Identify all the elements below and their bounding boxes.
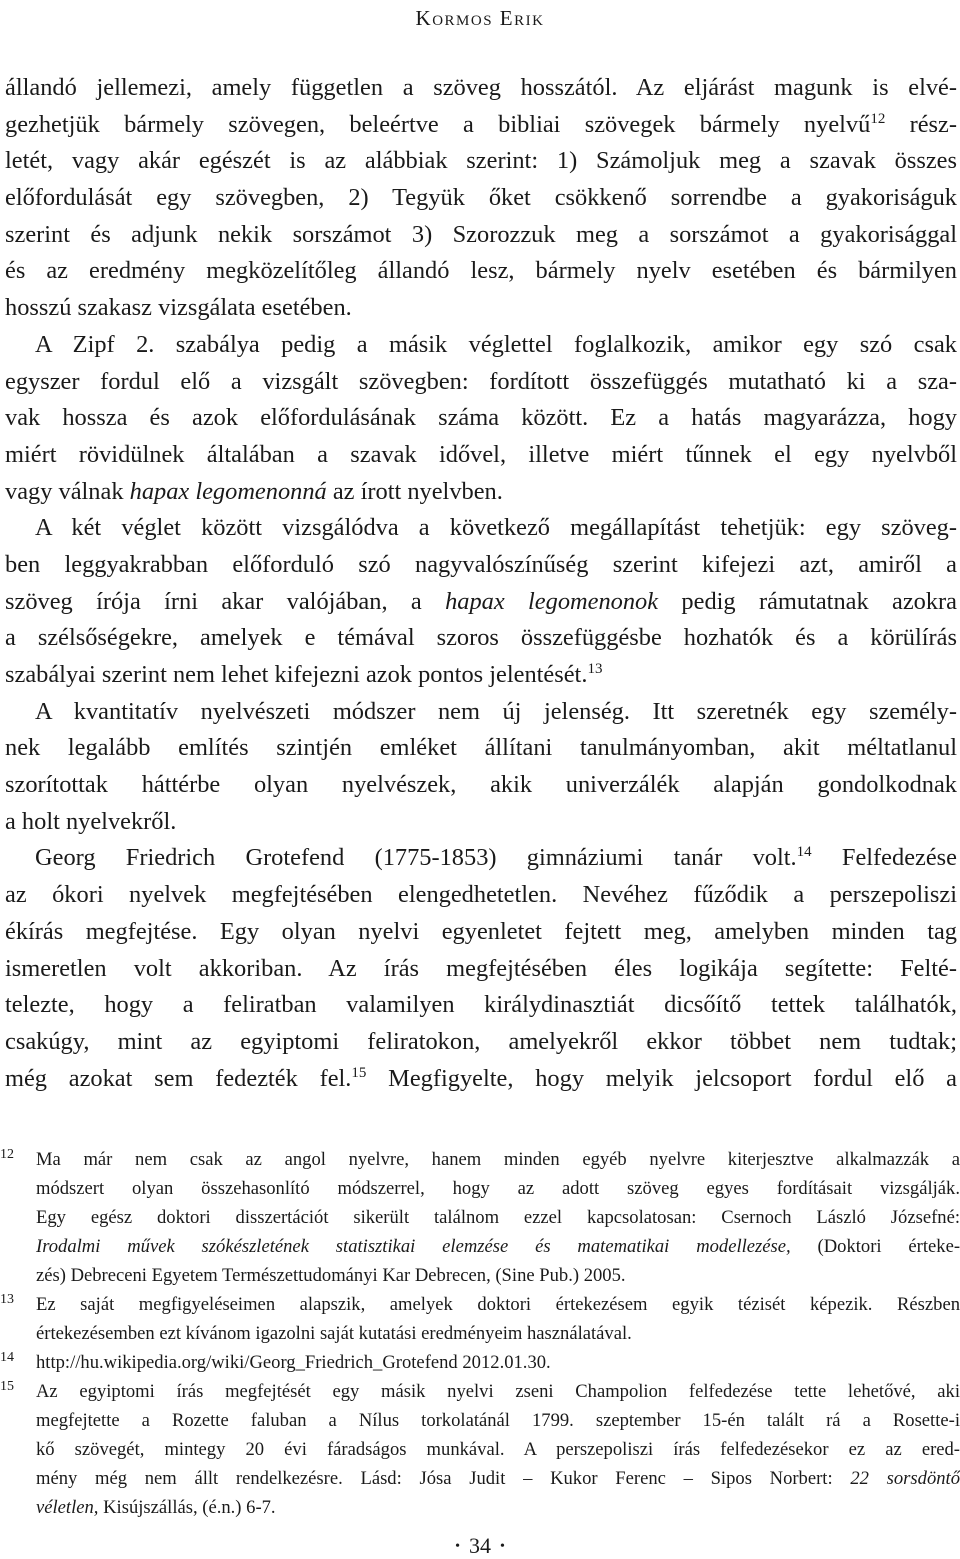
text-line: csakúgy, mint az egyiptomi feliratokon, amelyekről ekkor többet nem tudtak; [5, 1027, 957, 1055]
text-line: az ókori nyelvek megfejtésében elengedhetetlen. Nevéhez fűződik a perszepoliszi [5, 881, 957, 909]
page-number-value: 34 [469, 1533, 491, 1558]
footnote-12: 12 Ma már nem csak az angol nyelvre, hanem minden egyéb nyelvre kiterjesztve alkalmazzák a módszert olyan összehasonlító módszerrel, hogy az adott szöveg egyes fordításait vizsgálják. Egy egész doktori disszertációt sikerült találnom ezzel kapcsolatosan: Csernoch László Józsefné: Irodalmi művek szókészletének statisztikai elemzése és matematikai modellezése, (Doktori érteke- zés) Debreceni Egyetem Természettudományi Kar Debrecen, (Sine Pub.) 2005. [0, 1145, 960, 1290]
italic-term: hapax legomenonok [445, 587, 659, 615]
footnote-number: 14 [0, 1350, 14, 1365]
text-line: előfordulását egy szövegben, 2) Tegyük őket csökkenő sorrendbe a gyakoriságuk [5, 184, 957, 212]
text-line: A Zipf 2. szabálya pedig a másik véglettel foglalkozik, amikor egy szó csak [35, 330, 957, 358]
text-line: a holt nyelvekről. [5, 807, 177, 835]
footnote-ref: 15 [351, 1064, 367, 1081]
text-line: nek legalább említés szintjén emléket állítani tanulmányomban, akit méltatlanul [5, 734, 957, 762]
italic-term: hapax legomenonná [129, 477, 327, 505]
text-line: még azokat sem fedezték fel.$^{15}$ Megfigyelte, hogy melyik jelcsoport fordul elő a [5, 1064, 957, 1092]
italic-title: véletlen, [36, 1497, 99, 1518]
text-line: szerint és adjunk nekik sorszámot 3) Szorozzuk meg a sorszámot a gyakorisággal [5, 220, 957, 248]
italic-title: 22 sorsdöntő [850, 1468, 960, 1489]
text-line: és az eredmény megközelítőleg állandó lesz, bármely nyelv esetében és bármilyen [5, 257, 957, 285]
text-line: állandó jellemezi, amely független a szöveg hosszától. Az eljárást magunk is elvé- [5, 74, 957, 101]
footnote-ref: 12 [870, 110, 886, 127]
footnote-number: 13 [0, 1292, 14, 1307]
footnote-14 [0, 1348, 960, 1377]
running-head: Kormos Erik [415, 6, 545, 30]
text-line: A két véglet között vizsgálódva a következő megállapítást tehetjük: egy szöveg- [35, 514, 957, 542]
text-line: Georg Friedrich Grotefend (1775-1853) gimnáziumi tanár volt.$^{14}$ Felfedezése [35, 844, 957, 872]
text-line: szöveg írója írni akar valójában, a hapax legomenonok pedig rámutatnak azokra [5, 587, 958, 615]
footnote-link[interactable]: http://hu.wikipedia.org/wiki/Georg_Friedrich_Grotefend 2012.01.30. [36, 1352, 551, 1373]
text-line: ismeretlen volt akkoriban. Az írás megfejtésében éles logikája segítette: Felté- [5, 954, 957, 982]
text-line: telezte, hogy a feliratban valamilyen királydinasztiát dicsőítő tettek találhatók, [5, 991, 957, 1019]
footnotes [0, 1145, 960, 1522]
main-text [5, 70, 957, 1097]
footnote-ref: 13 [587, 661, 603, 677]
bullet-ornament: • [455, 1539, 460, 1554]
text-line: ben leggyakrabban előforduló szó nagyvalószínűség szerint kifejezi azt, amiről a [5, 550, 957, 578]
text-line: ékírás megfejtése. Egy olyan nyelvi egyenletet fejtett meg, amelyben minden tag [5, 917, 957, 945]
footnote-ref: 14 [796, 844, 812, 861]
footnote-number: 12 [0, 1147, 14, 1162]
text-line: gezhetjük bármely szövegen, beleértve a bibliai szövegek bármely nyelvű$^{12}$ rész- [5, 110, 957, 138]
footnote-number: 15 [0, 1379, 14, 1394]
text-line: vagy válnak hapax legomenonná az írott nyelvben. [5, 477, 503, 505]
footnote-15: 15 Az egyiptomi írás megfejtését egy másik nyelvi zseni Champolion felfedezése tette lehetővé, aki megfejtette a Rozette faluban a Nílus torkolatánál 1799. szeptember 15-én talált rá a Rosette-i kő szövegét, mintegy 20 évi fáradságos munkával. A perszepoliszi írás felfedezésekor ez az ered- mény még nem állt rendelkezésre. Lásd: Jósa Judit – Kukor Ferenc – Sipos Norbert: 22 sorsdöntő véletlen, Kisújszállás, (é.n.) 6-7. [0, 1377, 960, 1522]
text-line: letét, vagy akár egészét is az alábbiak szerint: 1) Számoljuk meg a szavak összes [5, 147, 957, 175]
text-line: miért rövidülnek általában a szavak idővel, illetve miért tűnnek el egy nyelvből [5, 440, 957, 468]
italic-title: Irodalmi művek szókészletének statisztikai elemzése és matematikai modellezése, [36, 1236, 791, 1257]
text-line: hosszú szakasz vizsgálata esetében. [5, 294, 352, 322]
footnote-13: 13 Ez saját megfigyeléseimen alapszik, amelyek doktori értekezésem egyik tézisét képezik. Részben értekezésemben ezt kívánom igazolni saját kutatási eredményeim használatával. [0, 1290, 960, 1348]
page-number [0, 1533, 960, 1559]
bullet-ornament: • [500, 1539, 505, 1554]
text-line: vak hossza és azok előfordulásának száma között. Ez a hatás magyarázza, hogy [5, 404, 957, 432]
text-line: szorítottak háttérbe olyan nyelvészek, akik univerzálék alapján gondolkodnak [5, 771, 957, 799]
text-line: szabályai szerint nem lehet kifejezni azok pontos jelentését.$^{13}$ [5, 661, 603, 688]
text-line: a szélsőségekre, amelyek e témával szoros összefüggésbe hozhatók és a körülírás [5, 624, 957, 652]
text-line: egyszer fordul elő a vizsgált szövegben: fordított összefüggés mutatható ki a sza- [5, 367, 957, 395]
text-line: A kvantitatív nyelvészeti módszer nem új jelenség. Itt szeretnék egy személy- [35, 697, 957, 725]
